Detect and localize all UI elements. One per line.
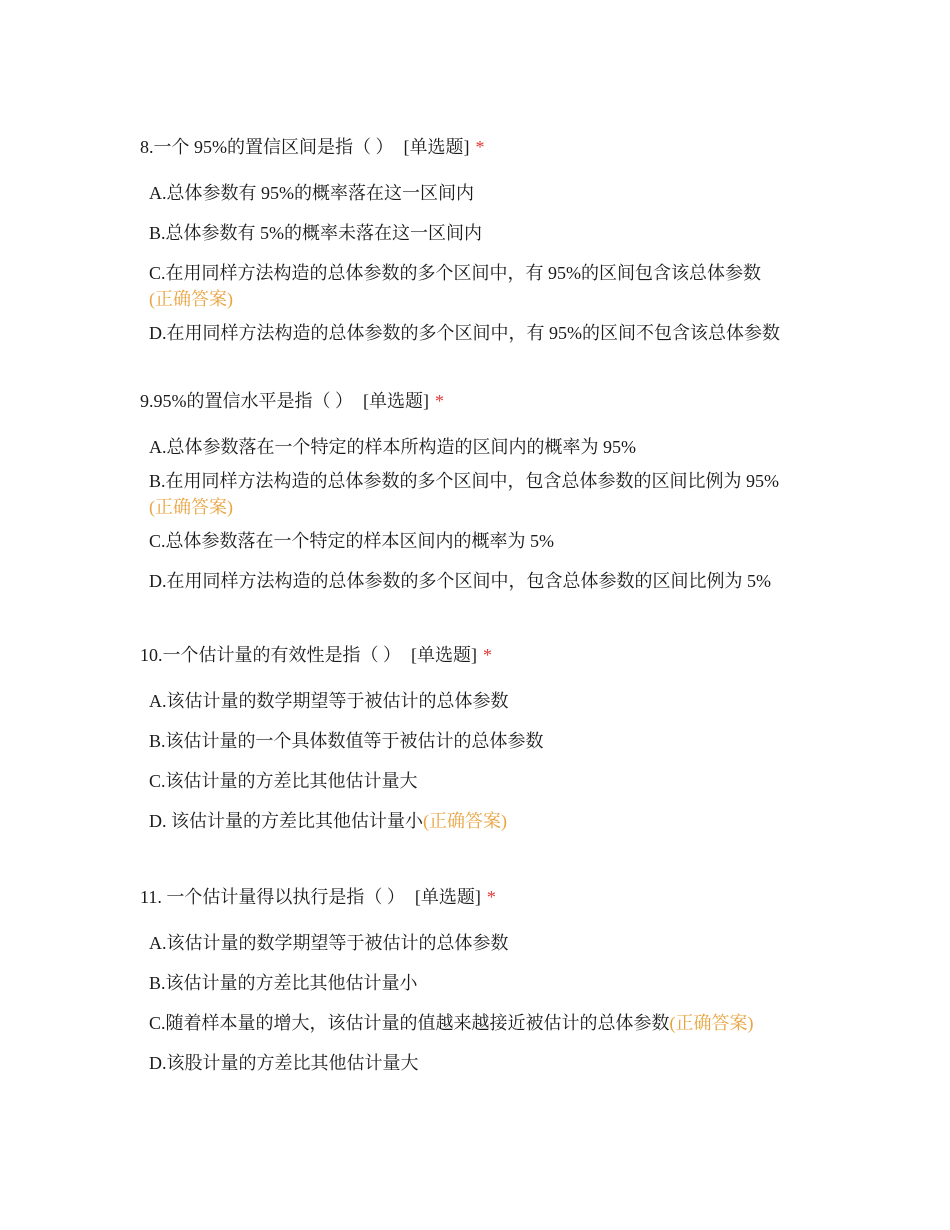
option-c xyxy=(149,768,819,794)
correct-answer-tag: (正确答案) xyxy=(149,289,233,309)
option-b xyxy=(149,220,819,246)
required-mark: * xyxy=(435,391,444,411)
option-c xyxy=(149,1010,819,1036)
question-9 xyxy=(140,388,820,608)
question-10 xyxy=(140,642,820,848)
option-text: B.总体参数有 5%的概率未落在这一区间内 xyxy=(149,223,482,243)
option-a xyxy=(149,930,819,956)
option-text: A.总体参数落在一个特定的样本所构造的区间内的概率为 95% xyxy=(149,437,636,457)
option-c xyxy=(149,260,819,312)
options-list xyxy=(140,180,820,346)
question-text: 9.95%的置信水平是指（ ） xyxy=(140,391,353,411)
option-text: C.该估计量的方差比其他估计量大 xyxy=(149,771,418,791)
question-type: [单选题] xyxy=(363,391,429,411)
option-a xyxy=(149,688,819,714)
option-text: D.在用同样方法构造的总体参数的多个区间中，有 95%的区间不包含该总体参数 xyxy=(149,323,780,343)
options-list xyxy=(140,688,820,834)
question-title xyxy=(140,134,820,160)
question-type: [单选题] xyxy=(403,137,470,157)
option-text: C.随着样本量的增大，该估计量的值越来越接近被估计的总体参数 xyxy=(149,1013,670,1033)
option-a xyxy=(149,180,819,206)
question-type: [单选题] xyxy=(411,645,477,665)
option-text: B.该估计量的方差比其他估计量小 xyxy=(149,973,418,993)
correct-answer-tag: (正确答案) xyxy=(669,1013,754,1033)
question-11 xyxy=(140,884,820,1090)
correct-answer-tag: (正确答案) xyxy=(149,497,233,517)
option-text: A.该估计量的数学期望等于被估计的总体参数 xyxy=(149,933,509,953)
question-title xyxy=(140,642,820,668)
required-mark: * xyxy=(475,137,485,157)
option-text: C.在用同样方法构造的总体参数的多个区间中，有 95%的区间包含该总体参数 xyxy=(149,263,761,283)
option-d xyxy=(149,320,819,346)
option-text: A.该估计量的数学期望等于被估计的总体参数 xyxy=(149,691,509,711)
option-c xyxy=(149,528,819,554)
question-text: 10.一个估计量的有效性是指（ ） xyxy=(140,645,401,665)
question-title xyxy=(140,388,820,414)
options-list xyxy=(140,930,820,1076)
option-text: D.在用同样方法构造的总体参数的多个区间中，包含总体参数的区间比例为 5% xyxy=(149,571,771,591)
option-text: C.总体参数落在一个特定的样本区间内的概率为 5% xyxy=(149,531,554,551)
options-list xyxy=(140,434,820,594)
question-type: [单选题] xyxy=(414,887,481,907)
option-text: A.总体参数有 95%的概率落在这一区间内 xyxy=(149,183,474,203)
option-text: D.该股计量的方差比其他估计量大 xyxy=(149,1053,419,1073)
option-b xyxy=(149,468,819,520)
option-a xyxy=(149,434,819,460)
required-mark: * xyxy=(483,645,492,665)
option-d xyxy=(149,1050,819,1076)
option-text: D. 该估计量的方差比其他估计量小 xyxy=(149,811,423,831)
question-8 xyxy=(140,134,820,360)
option-d xyxy=(149,808,819,834)
question-title xyxy=(140,884,820,910)
option-text: B.该估计量的一个具体数值等于被估计的总体参数 xyxy=(149,731,544,751)
option-d xyxy=(149,568,819,594)
option-text: B.在用同样方法构造的总体参数的多个区间中，包含总体参数的区间比例为 95% xyxy=(149,471,779,491)
correct-answer-tag: (正确答案) xyxy=(423,811,507,831)
option-b xyxy=(149,970,819,996)
option-b xyxy=(149,728,819,754)
required-mark: * xyxy=(486,887,496,907)
question-text: 11. 一个估计量得以执行是指（ ） xyxy=(140,887,405,907)
question-text: 8.一个 95%的置信区间是指（ ） xyxy=(140,137,394,157)
